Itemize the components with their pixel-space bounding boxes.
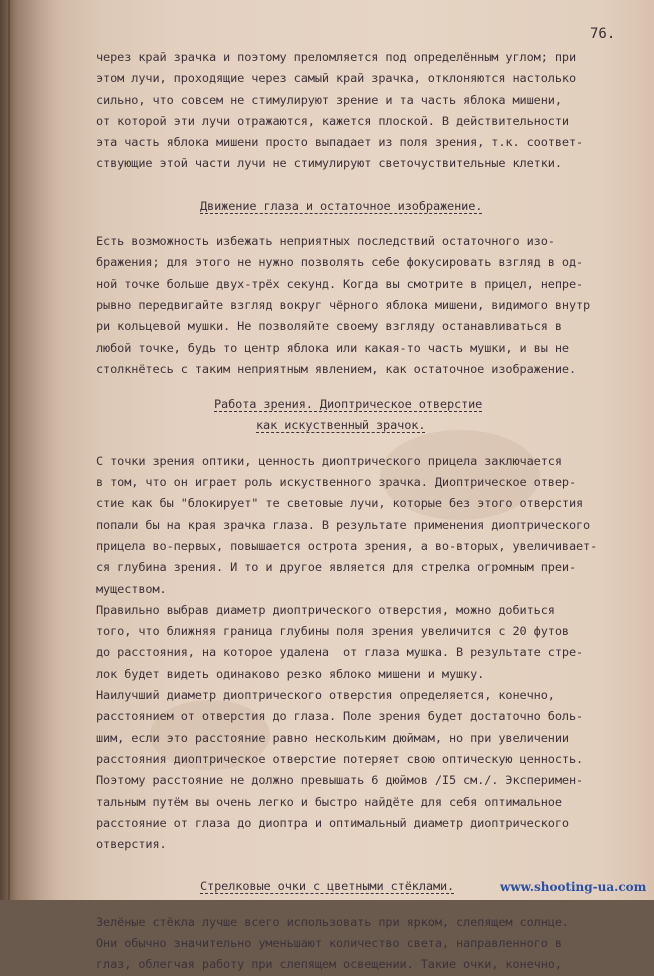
- paragraph: [96, 451, 636, 600]
- text-line: эта часть яблока мишени просто выпадает из поля зрения, т.к. соответ-: [96, 135, 584, 150]
- text-line: этом лучи, проходящие через самый край зрачка, отклоняются настолько: [96, 71, 576, 86]
- site-watermark: www.shooting-ua.com: [500, 880, 647, 894]
- text-line: тальным путём вы очень легко и быстро найдёте для себя оптимальное: [96, 794, 562, 809]
- heading-text: Движение глаза и остаточное изображение.: [200, 198, 483, 213]
- text-line: расстояние от глаза до диоптра и оптимальный диаметр диоптрического: [96, 815, 569, 830]
- text-line: ной точке больше двух-трёх секунд. Когда вы смотрите в прицел, непре-: [96, 276, 584, 291]
- text-line: бражения; для этого не нужно позволять себе фокусировать взгляд в од-: [96, 255, 584, 270]
- page-edge: [8, 0, 10, 900]
- text-line: попали бы на края зрачка глаза. В результате применения диоптрического: [96, 517, 591, 532]
- spacer: [96, 437, 636, 451]
- text-line: столкнётесь с таким неприятным явлением, как остаточное изображение.: [96, 361, 576, 376]
- text-line: рывно передвигайте взгляд вокруг чёрного яблока мишени, видимого внутр: [96, 297, 591, 312]
- text-line: в том, что он играет роль искуственного зрачка. Диоптрическое отвер-: [96, 475, 576, 490]
- section-heading: [96, 394, 636, 415]
- heading-text: Работа зрения. Диоптрическое отверстие: [214, 397, 483, 412]
- text-line: С точки зрения оптики, ценность диоптрического прицела заключается: [96, 453, 562, 468]
- paragraph: [96, 685, 636, 855]
- text-line: Они обычно значительно уменьшают количество света, направленного в: [96, 935, 562, 950]
- text-line: от которой эти лучи отражаются, кажется плоской. В действительности: [96, 113, 569, 128]
- paragraph: [96, 231, 636, 380]
- text-line: Зелёные стёкла лучше всего использовать при ярком, слепящем солнце.: [96, 914, 569, 929]
- spacer: [96, 380, 636, 394]
- text-line: Есть возможность избежать неприятных последствий остаточного изо-: [96, 234, 555, 249]
- text-line: ствующие этой части лучи не стимулируют светочуствительные клетки.: [96, 156, 562, 171]
- text-line: расстоянием от отверстия до глаза. Поле зрения будет достаточно боль-: [96, 709, 584, 724]
- text-line: любой точке, будь то центр яблока или какая-то часть мушки, и вы не: [96, 340, 569, 355]
- text-line: шим, если это расстояние равно нескольким дюймам, но при увеличении: [96, 730, 569, 745]
- section-heading: [96, 196, 636, 217]
- text-line: отверстия.: [96, 837, 167, 852]
- text-line: того, что ближняя граница глубины поля зрения увеличится с 20 футов: [96, 624, 569, 639]
- paragraph: [96, 912, 636, 976]
- paragraph: [96, 600, 636, 685]
- text-line: глаз, облегчая работу при слепящем освещении. Такие очки, конечно,: [96, 957, 562, 972]
- heading-text: Стрелковые очки с цветными стёклами.: [200, 879, 455, 894]
- text-line: сильно, что совсем не стимулируют зрение и та часть яблока мишени,: [96, 92, 562, 107]
- document-body: [96, 47, 636, 976]
- spacer: [96, 898, 636, 912]
- text-line: лок будет видеть одинаково резко яблоко мишени и мушку.: [96, 666, 485, 681]
- spacer: [96, 217, 636, 231]
- text-line: стие как бы "блокирует" те световые лучи, которые без этого отверстия: [96, 496, 584, 511]
- spacer: [96, 855, 636, 876]
- text-line: ри кольцевой мушки. Не позволяйте своему взгляду останавливаться в: [96, 319, 562, 334]
- text-line: Поэтому расстояние не должно превышать 6 дюймов /I5 см./. Эксперимен-: [96, 773, 584, 788]
- text-line: через край зрачка и поэтому преломляется под определённым углом; при: [96, 50, 576, 64]
- text-line: расстояния диоптрическое отверстие потеряет свою оптическую ценность.: [96, 751, 584, 766]
- text-line: до расстояния, на которое удалена от глаза мушка. В результате стре-: [96, 645, 584, 660]
- paragraph: [96, 47, 636, 175]
- text-line: ся глубина зрения. И то и другое является для стрелка огромным преи-: [96, 560, 576, 575]
- text-line: прицела во-первых, повышается острота зрения, а во-вторых, увеличивает-: [96, 538, 598, 553]
- page-number: 76.: [590, 26, 616, 42]
- heading-text: как искуственный зрачок.: [256, 418, 426, 433]
- section-heading: [96, 415, 636, 436]
- text-line: Правильно выбрав диаметр диоптрического отверстия, можно добиться: [96, 602, 555, 617]
- spacer: [96, 175, 636, 196]
- text-line: муществом.: [96, 581, 167, 596]
- text-line: Наилучший диаметр диоптрического отверстия определяется, конечно,: [96, 688, 555, 703]
